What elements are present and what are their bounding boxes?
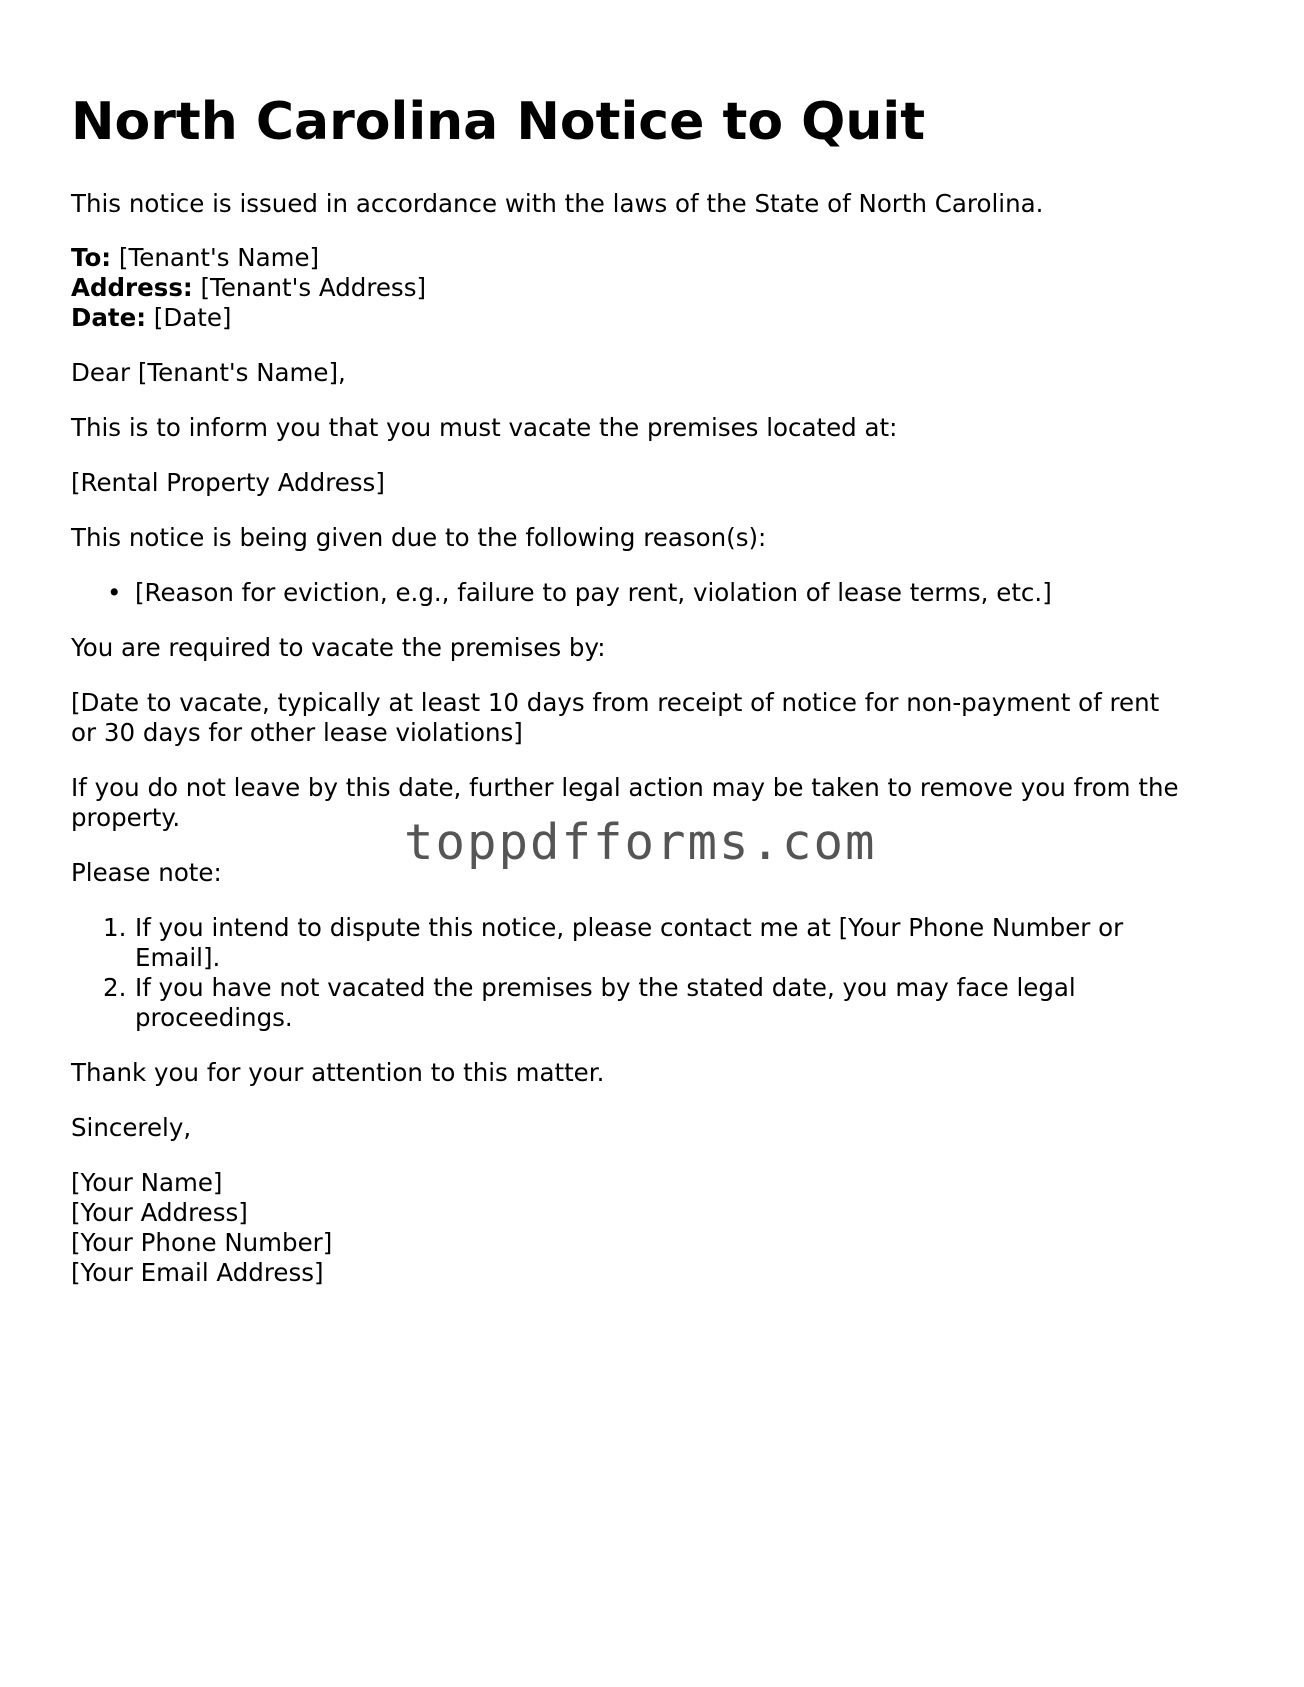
address-field	[71, 273, 426, 303]
list-item: If you have not vacated the premises by the stated date, you may face legal	[135, 973, 1076, 1002]
list-item: [Reason for eviction, e.g., failure to pay rent, violation of lease terms, etc.]	[135, 578, 1052, 607]
list-item-continuation: Email].	[135, 943, 221, 972]
signature-name: [Your Name]	[71, 1168, 223, 1197]
date-value: [Date]	[146, 303, 232, 332]
date-field	[71, 303, 231, 333]
intro-text: This notice is issued in accordance with the laws of the State of North Carolina.	[71, 189, 1044, 218]
signature-phone: [Your Phone Number]	[71, 1228, 333, 1257]
list-number: 1.	[103, 913, 127, 942]
vacate-date-line-1: [Date to vacate, typically at least 10 days from receipt of notice for non-payment of rent	[71, 688, 1160, 717]
property-address: [Rental Property Address]	[71, 468, 385, 497]
signature-address: [Your Address]	[71, 1198, 248, 1227]
salutation: Dear [Tenant's Name],	[71, 358, 346, 387]
page-title: North Carolina Notice to Quit	[71, 92, 926, 152]
warning-line-2: property.	[71, 803, 181, 832]
inform-line: This is to inform you that you must vacate the premises located at:	[71, 413, 898, 442]
address-label: Address:	[71, 273, 193, 302]
reason-intro: This notice is being given due to the following reason(s):	[71, 523, 767, 552]
vacate-intro: You are required to vacate the premises by:	[71, 633, 606, 662]
closing: Sincerely,	[71, 1113, 192, 1142]
list-item-continuation: proceedings.	[135, 1003, 293, 1032]
please-note: Please note:	[71, 858, 222, 887]
date-label: Date:	[71, 303, 146, 332]
list-number: 2.	[103, 973, 127, 1002]
list-item: If you intend to dispute this notice, please contact me at [Your Phone Number or	[135, 913, 1124, 942]
to-field	[71, 243, 319, 273]
address-value: [Tenant's Address]	[192, 273, 427, 302]
signature-email: [Your Email Address]	[71, 1258, 324, 1287]
warning-line-1: If you do not leave by this date, further legal action may be taken to remove you from the	[71, 773, 1179, 802]
thanks-text: Thank you for your attention to this matter.	[71, 1058, 605, 1087]
bullet-icon: •	[107, 578, 122, 607]
watermark: toppdfforms.com	[404, 814, 877, 871]
to-value: [Tenant's Name]	[111, 243, 320, 272]
vacate-date-line-2: or 30 days for other lease violations]	[71, 718, 523, 747]
to-label: To:	[71, 243, 112, 272]
